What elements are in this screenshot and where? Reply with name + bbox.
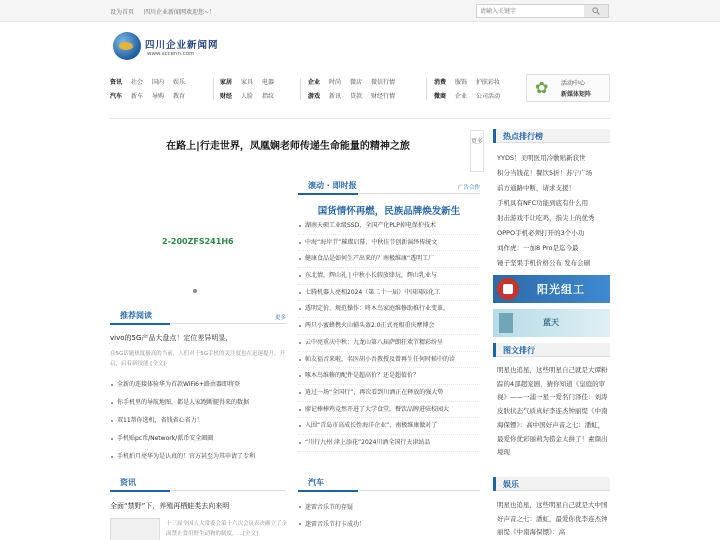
- news-thumbnail[interactable]: [110, 518, 160, 540]
- nav-item[interactable]: 财经行情: [371, 93, 396, 100]
- nav-item[interactable]: 新车: [131, 93, 144, 100]
- nav-divider: [426, 78, 427, 100]
- image-ranking-header: [493, 343, 610, 357]
- blue-sky-banner[interactable]: [493, 309, 610, 337]
- nav-item[interactable]: 公司活动: [476, 93, 501, 100]
- list-item[interactable]: 入围“青岛市高成长性海洋企业”，南极维康做对了: [298, 418, 480, 435]
- nav-item[interactable]: 资讯: [110, 79, 123, 86]
- banner1-text: 阳光组工: [537, 283, 585, 296]
- nav-divider: [213, 78, 214, 100]
- recommend-list: [110, 376, 286, 466]
- recommend-desc: 在5G话题热度极高的当前，人们对于5G手机的关注度也在迅速提升。开启，启着新技能 [全文]: [110, 351, 286, 367]
- entertainment-header: [493, 477, 610, 491]
- section-accent: [110, 323, 170, 325]
- nav-item[interactable]: 游戏: [308, 93, 321, 100]
- section-accent: [298, 490, 358, 492]
- badge-line2: 新媒体矩阵: [561, 91, 592, 98]
- activity-center-badge[interactable]: [526, 74, 610, 102]
- main-nav: [110, 75, 610, 105]
- image-ranking-title: 图文排行: [503, 346, 535, 355]
- list-item[interactable]: 两只小蜜蜂携火山辅头盔2.0正式亮相重庆摩博会: [298, 318, 480, 335]
- list-item[interactable]: “川行九州 津上添花”2024川酒全国行天津站品: [298, 435, 480, 452]
- nav-item[interactable]: 娱乐: [173, 79, 186, 86]
- nav-item[interactable]: 护肤彩妆: [476, 79, 501, 86]
- nav-item[interactable]: 家具: [241, 79, 254, 86]
- list-item[interactable]: 湖南天硕工业级SSD，全国产化PLP掉电保护技术: [298, 218, 480, 235]
- logo-name: 四川企业新闻网: [145, 40, 219, 51]
- list-item[interactable]: 锤子坚果手机价格公布 发布会刷: [497, 259, 591, 267]
- nav-item[interactable]: 汽车: [110, 93, 123, 100]
- scroll-news-list: [298, 218, 480, 452]
- list-item[interactable]: 全新的连接体验华为首款WiFi6+路由器即将登: [110, 376, 286, 394]
- auto-list: [298, 499, 480, 533]
- list-item[interactable]: 逍过一场“全国行”，再次看到川酒正在释放的强大势: [298, 385, 480, 402]
- nav-item[interactable]: 人脸: [241, 93, 254, 100]
- nav-item[interactable]: 微店: [350, 79, 363, 86]
- list-item[interactable]: YYDS！美明医用冷敷贴新获世: [497, 154, 586, 162]
- ad-cooperation-link[interactable]: 广告合作: [457, 185, 480, 191]
- list-item[interactable]: 刘作虎：一加8 Pro是迄今最: [497, 244, 579, 252]
- building-icon: [499, 313, 513, 333]
- nav-item[interactable]: 微信行情: [371, 79, 396, 86]
- news-desc: 十三届全国人大常委会第十六次会议表决确立了全面禁止食用野生动物的制度，…[全文]: [166, 521, 288, 537]
- scroll-header: [298, 180, 480, 194]
- list-item[interactable]: 积分当钱花！餐饮5折！苏宁广场: [497, 169, 593, 177]
- list-item[interactable]: OPPO手机必须打开的3个小功: [497, 229, 585, 237]
- nav-group-business: [308, 75, 404, 103]
- section-accent: [493, 129, 496, 143]
- list-item[interactable]: 廖记棒棒鸡竞然开进了大学食堂，餐饮品牌进驻校园大: [298, 402, 480, 419]
- section-accent: [493, 343, 496, 357]
- nav-item[interactable]: 微商: [434, 93, 447, 100]
- nav-item[interactable]: 企业: [455, 93, 468, 100]
- entertainment-text[interactable]: 明星也追星，这些明星自己就是大中国好声音之七：潘虹，最爱你优李连杰钟丽缇《中南海保镖》：高: [497, 501, 608, 537]
- search-box: [476, 4, 609, 18]
- party-emblem-icon: [497, 278, 519, 300]
- top-bar: [0, 0, 720, 22]
- site-logo[interactable]: [113, 32, 223, 62]
- news-header: [110, 477, 286, 491]
- section-accent: [110, 490, 170, 492]
- section-accent: [493, 477, 496, 491]
- list-item[interactable]: 东北情，辉山礼 | 中秋小长假放肆玩，辉山乳业与: [298, 268, 480, 285]
- auto-title: 汽车: [308, 478, 324, 487]
- nav-item[interactable]: 服饰: [455, 79, 468, 86]
- nav-item[interactable]: 新讯: [329, 93, 342, 100]
- news-lead[interactable]: 全面“禁野”下，养殖再栖蛙类去向来明: [110, 502, 230, 510]
- divider: [110, 118, 610, 119]
- hot-ranking-list: [497, 151, 610, 271]
- hot-ranking-header: [493, 129, 610, 143]
- list-item[interactable]: 手机具有NFC功能到底有什么用: [497, 199, 589, 207]
- nav-item[interactable]: 家居: [220, 79, 233, 86]
- recommend-more-link[interactable]: 更多: [274, 315, 286, 321]
- nav-divider: [300, 78, 301, 100]
- globe-icon: [113, 32, 141, 60]
- search-icon: [592, 7, 600, 15]
- list-item[interactable]: 手机拍月亮华为是认真的！官方甚至为其申请了专利: [110, 448, 286, 466]
- scroll-lead[interactable]: 国货情怀再燃，民族品牌焕发新生: [317, 206, 461, 217]
- list-item[interactable]: 啄木鸟维修的配件是超高价？还是超值价？: [298, 368, 480, 385]
- search-button[interactable]: [584, 5, 608, 17]
- slider-caption: 2-200ZFS241H6: [162, 237, 234, 246]
- badge-line1: 活动中心: [561, 80, 586, 87]
- nav-item[interactable]: 教育: [173, 93, 186, 100]
- sunshine-banner[interactable]: [493, 275, 610, 303]
- entertainment-title: 娱乐: [503, 480, 519, 489]
- recommend-header: [110, 310, 286, 324]
- nav-item[interactable]: 企业: [308, 79, 321, 86]
- more-vertical-button[interactable]: 更多: [470, 130, 484, 172]
- list-item[interactable]: 透明定价、规范操作：咚木鸟家庭维修助推行业变革，: [298, 301, 480, 318]
- recommend-title: 推荐阅读: [120, 311, 152, 320]
- list-item[interactable]: 迷雷音乐节打卡成功！: [298, 516, 480, 533]
- list-item[interactable]: 手机贴pc币/Network/派币安全圈圈: [110, 430, 286, 448]
- banner2-text: 蓝天: [543, 318, 559, 327]
- list-item[interactable]: 射击游戏不让吃鸡，指尖上的优秀: [497, 214, 595, 222]
- logo-url: www.sccenn.com: [147, 51, 195, 57]
- list-item[interactable]: 帕友福音来啦，名医胡小吾教授及曾再生任何时候中的诊: [298, 352, 480, 369]
- list-item[interactable]: 前方通路中断，请求支援！: [497, 184, 575, 192]
- scroll-title: 滚动 · 即时报: [308, 181, 357, 190]
- list-item[interactable]: 健康食品是如何生产出来的？南极维康“透明工厂: [298, 251, 480, 268]
- nav-item[interactable]: 财经: [220, 93, 233, 100]
- hot-ranking-title: 热点排行榜: [503, 132, 543, 141]
- nav-item[interactable]: 国内: [152, 79, 165, 86]
- nav-group-consumer: [434, 75, 509, 103]
- news-title: 资讯: [120, 478, 136, 487]
- list-item[interactable]: 云中亮重庆中秋：九龙山第八届萨朗狂欢节精彩纷呈: [298, 335, 480, 352]
- nav-item[interactable]: 导购: [152, 93, 165, 100]
- nav-item[interactable]: 消费: [434, 79, 447, 86]
- list-item[interactable]: 双11帮你选机，省钱省心省力！: [110, 412, 286, 430]
- nav-item[interactable]: 社会: [131, 79, 144, 86]
- set-homepage-link[interactable]: 设为首页: [110, 9, 135, 16]
- nav-item[interactable]: 电器: [262, 79, 275, 86]
- nav-item[interactable]: 时尚: [329, 79, 342, 86]
- nav-group-news: [110, 75, 194, 103]
- top-links: [110, 7, 223, 16]
- page-headline[interactable]: 在路上|行走世界，凤凰娴老师传递生命能量的精神之旅: [166, 141, 410, 152]
- search-input[interactable]: [477, 5, 587, 17]
- welcome-text: 四川企业新闻网欢迎您~！: [143, 9, 215, 16]
- list-item[interactable]: 中海“海岸节”璀璨启幕，中秋佳节创新演绎传统文: [298, 235, 480, 252]
- nav-group-home: [220, 75, 283, 103]
- auto-header: [298, 477, 480, 491]
- recommend-lead[interactable]: vivo的5G产品大盘点！定位差异明显，: [110, 334, 233, 342]
- list-item[interactable]: 迷雷音乐节的存疑: [298, 499, 480, 516]
- list-item[interactable]: 七腾机器人亮相2024（第二十一届）中国国际化工: [298, 285, 480, 302]
- activity-icon: ✿: [535, 78, 549, 97]
- image-slider[interactable]: [110, 180, 286, 300]
- image-ranking-text[interactable]: 明星也追星，这些明星自己就是大谭粉踪的4部超宠剧，猜你知道《皇庭的审视》——一浦一星一爱名门泽佳：刘涛皮肤状态气质真好李连杰钟丽缇《中南海保镖》：高中国好声音之七：潘虹，最爱你优彩丽莉为捞金太拼了！素颜出境现: [497, 366, 608, 457]
- list-item[interactable]: 你手机里的导航地图，都是人家跑断腿得来的数据: [110, 394, 286, 412]
- nav-item[interactable]: 贷款: [350, 93, 363, 100]
- slider-dot[interactable]: [193, 289, 197, 293]
- nav-item[interactable]: 指纹: [262, 93, 275, 100]
- section-accent: [298, 193, 358, 195]
